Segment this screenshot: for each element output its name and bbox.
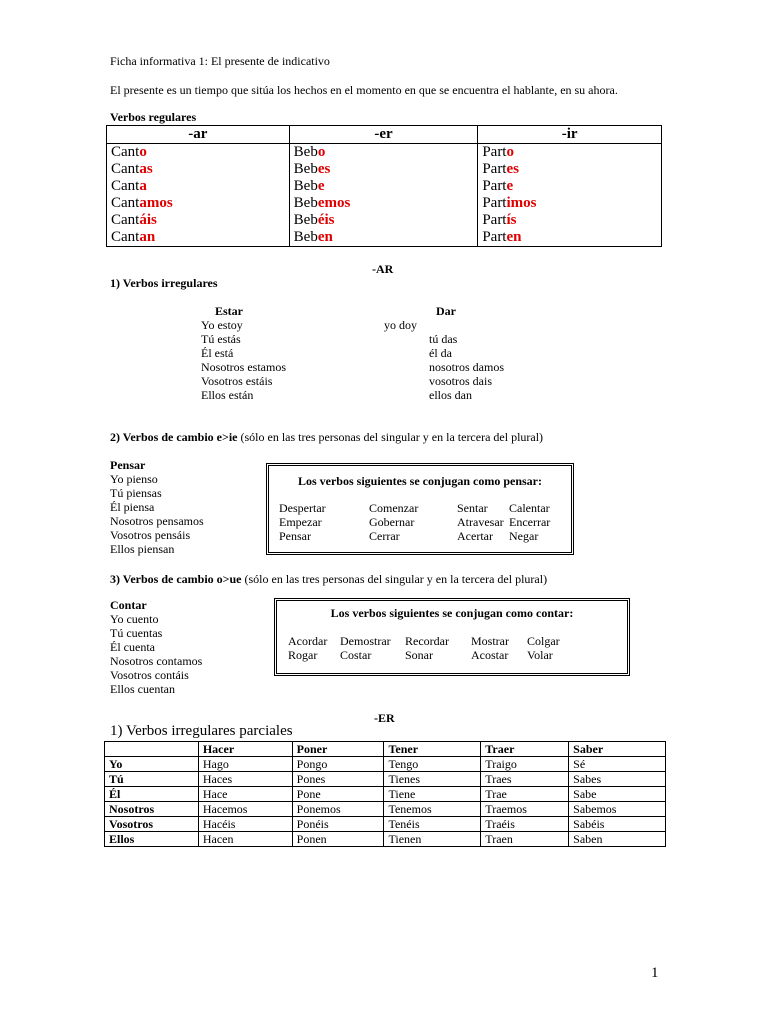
conjugation-line: ellos dan (429, 388, 472, 402)
conjugation-cell: Sabe (569, 787, 666, 802)
conjugation-cell: Traen (481, 832, 569, 847)
conjugation-line: Nosotros pensamos (110, 514, 204, 528)
table-row (107, 144, 662, 162)
verb-ending: áis (139, 212, 157, 228)
person-cell: Él (105, 787, 199, 802)
verb-ending: as (139, 161, 153, 177)
conjugation-cell: Traes (481, 772, 569, 787)
verb-item: Recordar (405, 634, 449, 648)
verb-stem: Part (482, 195, 507, 211)
conjugation-line: Tú estás (201, 332, 241, 346)
verb-ending: ís (506, 212, 517, 228)
contar-verbs-box (274, 598, 630, 676)
conjugation-cell (107, 161, 290, 178)
conjugation-cell: Sé (569, 757, 666, 772)
verb-item: Gobernar (369, 515, 415, 529)
table-row (105, 787, 666, 802)
conjugation-line: Tú cuentas (110, 626, 163, 640)
conjugation-line: vosotros dais (429, 374, 492, 388)
verb-item: Demostrar (340, 634, 391, 648)
conjugation-line: Ellos están (201, 388, 254, 402)
conjugation-line: Vosotros pensáis (110, 528, 191, 542)
conjugation-cell: Pones (292, 772, 384, 787)
column-header: Hacer (198, 742, 292, 757)
verb-stem: Beb (293, 229, 318, 245)
verb-item: Acertar (457, 529, 493, 543)
conjugation-line: Ellos piensan (110, 542, 175, 556)
verb-stem: Part (482, 212, 507, 228)
conjugation-cell: Haces (198, 772, 292, 787)
conjugation-cell (478, 161, 662, 178)
column-header: -ir (478, 126, 662, 144)
conjugation-cell (478, 229, 662, 247)
conjugation-cell: Tiene (384, 787, 481, 802)
er-subheading: 1) Verbos irregulares parciales (110, 723, 293, 739)
column-header: Traer (481, 742, 569, 757)
table-row (105, 772, 666, 787)
verb-item: Rogar (288, 648, 318, 662)
verb-stem: Cant (111, 229, 140, 245)
verb-item: Sonar (405, 648, 433, 662)
conjugation-cell: Hace (198, 787, 292, 802)
verb-item: Colgar (527, 634, 560, 648)
verb-item: Acordar (288, 634, 328, 648)
conjugation-cell (289, 212, 478, 229)
conjugation-line: Él está (201, 346, 234, 360)
column-header (105, 742, 199, 757)
conjugation-cell (289, 229, 478, 247)
conjugation-cell (107, 144, 290, 162)
conjugation-line: Vosotros estáis (201, 374, 273, 388)
conjugation-line: él da (429, 346, 452, 360)
column-header: -er (289, 126, 478, 144)
conjugation-line: Yo cuento (110, 612, 159, 626)
verb-ending: emos (317, 195, 351, 211)
verb-stem: Beb (293, 161, 318, 177)
verb-stem: Cant (111, 144, 140, 160)
conjugation-cell: Traemos (481, 802, 569, 817)
person-cell: Tú (105, 772, 199, 787)
verb-item: Mostrar (471, 634, 509, 648)
pensar-verbs-box (266, 463, 574, 555)
verb-ending: en (506, 229, 522, 245)
verb-ending: amos (139, 195, 173, 211)
conjugation-cell: Ponéis (292, 817, 384, 832)
conjugation-cell: Hacemos (198, 802, 292, 817)
conjugation-cell: Pone (292, 787, 384, 802)
conjugation-cell (107, 229, 290, 247)
dar-form-first: yo doy (384, 318, 417, 332)
verb-item: Cerrar (369, 529, 400, 543)
verb-item: Atravesar (457, 515, 504, 529)
verb-item: Encerrar (509, 515, 551, 529)
table-row (105, 802, 666, 817)
oue-heading: 3) Verbos de cambio o>ue (sólo en las tres personas del singular y en la tercera del plural) (110, 572, 548, 586)
column-header: -ar (107, 126, 290, 144)
conjugation-cell (289, 178, 478, 195)
verb-stem: Beb (293, 212, 318, 228)
verb-stem: Cant (111, 161, 140, 177)
conjugation-cell: Hacen (198, 832, 292, 847)
column-header: Poner (292, 742, 384, 757)
contar-conjugation (110, 612, 202, 696)
person-cell: Ellos (105, 832, 199, 847)
estar-conjugation (201, 318, 286, 402)
er-irregular-table (104, 741, 666, 847)
table-row (105, 832, 666, 847)
person-cell: Vosotros (105, 817, 199, 832)
verb-stem: Part (482, 178, 507, 194)
conjugation-cell: Traéis (481, 817, 569, 832)
dar-title: Dar (436, 304, 456, 318)
conjugation-cell: Tenéis (384, 817, 481, 832)
table-row (105, 817, 666, 832)
verb-ending: es (317, 161, 331, 177)
table-row (105, 757, 666, 772)
verb-item: Despertar (279, 501, 326, 515)
conjugation-cell: Ponen (292, 832, 384, 847)
verb-item: Acostar (471, 648, 509, 662)
pensar-conjugation (110, 472, 204, 556)
ar-irregular-heading: 1) Verbos irregulares (110, 276, 218, 290)
conjugation-cell: Tenemos (384, 802, 481, 817)
page-title: Ficha informativa 1: El presente de indicativo (110, 54, 330, 68)
verb-ending: e (506, 178, 514, 194)
verb-item: Pensar (279, 529, 311, 543)
conjugation-cell: Traigo (481, 757, 569, 772)
conjugation-line: Él piensa (110, 500, 155, 514)
conjugation-line: Él cuenta (110, 640, 155, 654)
table-row (107, 212, 662, 229)
box-title: Los verbos siguientes se conjugan como pensar: (297, 474, 542, 488)
conjugation-cell: Tienen (384, 832, 481, 847)
verb-item: Sentar (457, 501, 488, 515)
person-cell: Nosotros (105, 802, 199, 817)
contar-title: Contar (110, 598, 147, 612)
conjugation-cell (289, 144, 478, 162)
verb-ending: e (317, 178, 325, 194)
conjugation-cell: Trae (481, 787, 569, 802)
verb-ending: a (139, 178, 147, 194)
conjugation-line: Yo pienso (110, 472, 158, 486)
page-number: 1 (651, 965, 659, 981)
verb-ending: imos (506, 195, 537, 211)
conjugation-cell: Saben (569, 832, 666, 847)
er-section-heading: -ER (374, 711, 395, 725)
dar-conjugation (429, 332, 504, 402)
conjugation-cell: Pongo (292, 757, 384, 772)
verb-item: Comenzar (369, 501, 419, 515)
conjugation-cell (478, 195, 662, 212)
verb-stem: Cant (111, 212, 140, 228)
intro-paragraph: El presente es un tiempo que sitúa los hechos en el momento en que se encuentra el hablante, en su ahora. (110, 83, 618, 97)
conjugation-cell: Sabemos (569, 802, 666, 817)
table-row (107, 195, 662, 212)
verb-stem: Part (482, 229, 507, 245)
verb-item: Volar (527, 648, 553, 662)
estar-title: Estar (215, 304, 243, 318)
verb-item: Negar (509, 529, 539, 543)
conjugation-cell: Sabéis (569, 817, 666, 832)
verb-stem: Cant (111, 195, 140, 211)
conjugation-cell (289, 195, 478, 212)
conjugation-line: Yo estoy (201, 318, 243, 332)
conjugation-cell: Ponemos (292, 802, 384, 817)
verb-stem: Beb (293, 144, 318, 160)
conjugation-cell (107, 178, 290, 195)
verb-item: Costar (340, 648, 372, 662)
column-header: Saber (569, 742, 666, 757)
verb-item: Calentar (509, 501, 550, 515)
conjugation-line: Nosotros estamos (201, 360, 286, 374)
regular-verbs-table (106, 125, 662, 247)
conjugation-cell: Hacéis (198, 817, 292, 832)
conjugation-cell: Tengo (384, 757, 481, 772)
verb-ending: éis (317, 212, 335, 228)
conjugation-line: nosotros damos (429, 360, 504, 374)
eie-heading: 2) Verbos de cambio e>ie (sólo en las tres personas del singular y en la tercera del plural) (110, 430, 544, 444)
verb-ending: o (139, 144, 147, 160)
verb-stem: Beb (293, 195, 318, 211)
conjugation-line: tú das (429, 332, 458, 346)
verb-ending: es (506, 161, 519, 177)
ar-section-heading: -AR (372, 262, 394, 276)
verb-item: Empezar (279, 515, 322, 529)
verb-ending: an (139, 229, 156, 245)
table-row (107, 178, 662, 195)
table-row (107, 161, 662, 178)
conjugation-line: Nosotros contamos (110, 654, 203, 668)
table-row (107, 229, 662, 247)
regular-verbs-heading: Verbos regulares (110, 110, 197, 124)
conjugation-cell (478, 144, 662, 162)
conjugation-cell (478, 212, 662, 229)
verb-stem: Part (482, 161, 507, 177)
column-header: Tener (384, 742, 481, 757)
verb-ending: o (317, 144, 326, 160)
box-title: Los verbos siguientes se conjugan como contar: (330, 606, 574, 620)
verb-stem: Cant (111, 178, 140, 194)
conjugation-line: Ellos cuentan (110, 682, 175, 696)
verb-stem: Part (482, 144, 507, 160)
conjugation-cell: Hago (198, 757, 292, 772)
conjugation-line: Tú piensas (110, 486, 162, 500)
conjugation-cell: Sabes (569, 772, 666, 787)
conjugation-cell (478, 178, 662, 195)
conjugation-cell: Tienes (384, 772, 481, 787)
conjugation-cell (107, 195, 290, 212)
pensar-title: Pensar (110, 458, 146, 472)
verb-ending: en (317, 229, 333, 245)
conjugation-line: Vosotros contáis (110, 668, 189, 682)
conjugation-cell (289, 161, 478, 178)
verb-stem: Beb (293, 178, 318, 194)
conjugation-cell (107, 212, 290, 229)
person-cell: Yo (105, 757, 199, 772)
verb-ending: o (506, 144, 514, 160)
